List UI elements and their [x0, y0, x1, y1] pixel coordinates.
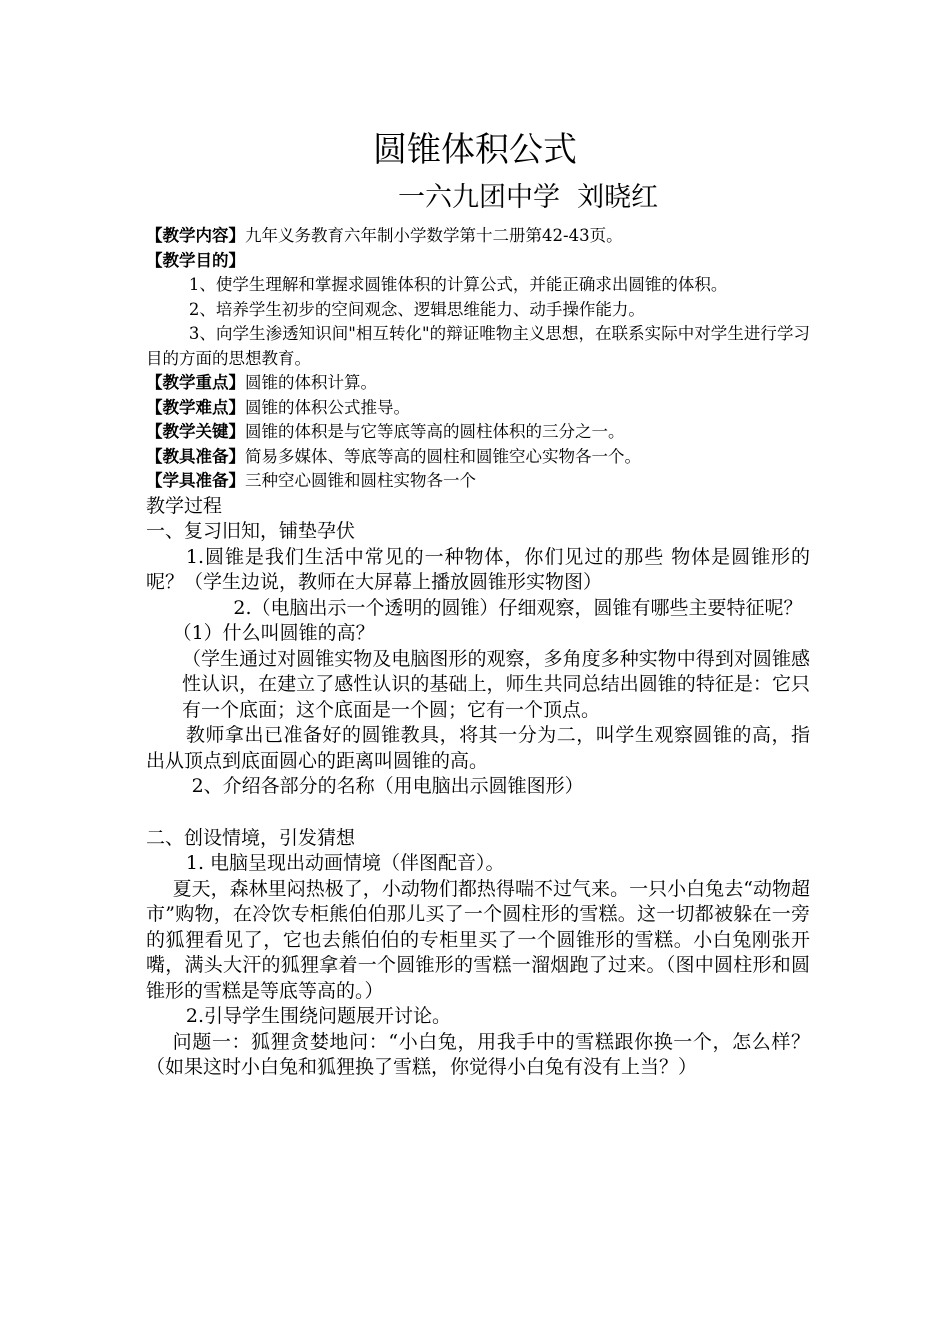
- teaching-aids: [146, 445, 810, 470]
- section-text: 圆锥的体积是与它等底等高的圆柱体积的三分之一。: [245, 422, 625, 441]
- section-2-heading: 二、创设情境，引发猜想: [146, 826, 356, 849]
- section-label: 【学具准备】: [146, 471, 245, 490]
- section-label: 【教学关键】: [146, 422, 245, 441]
- section-1-heading: 一、复习旧知，铺垫孕伏: [146, 520, 356, 542]
- section-label: 【教具准备】: [146, 446, 245, 466]
- process-paragraph: （1）什么叫圆锥的高？: [172, 622, 375, 644]
- process-paragraph: （学生通过对圆锥实物及电脑图形的观察，多角度多种实物中得到对圆锥感性认识，在建立了感性认识的基础上，师生共同总结出圆锥的特征是：它只有一个底面；这个底面是一个圆；它有一个顶点。: [182, 647, 810, 721]
- section-text: 三种空心圆锥和圆柱实物各一个: [245, 471, 476, 490]
- author-line: 一六九团中学 刘晓红: [398, 182, 659, 213]
- process-paragraph: 问题一：狐狸贪婪地问：“小白兔，用我手中的雪糕跟你换一个，怎么样？（如果这时小白兔和狐狸换了雪糕，你觉得小白兔有没有上当？）: [146, 1030, 810, 1078]
- section-text: 圆锥的体积公式推导。: [245, 397, 410, 417]
- process-paragraph: 2、介绍各部分的名称（用电脑出示圆锥图形）: [191, 775, 584, 797]
- section-label: 【教学重点】: [146, 373, 245, 392]
- process-paragraph: 1. 电脑呈现出动画情境（伴图配音）。: [185, 852, 505, 874]
- objective-3: 3、向学生渗透知识间"相互转化"的辩证唯物主义思想，在联系实际中对学生进行学习目的方面的思想教育。: [146, 324, 810, 368]
- teaching-difficulty: [146, 396, 810, 421]
- document-title: 圆锥体积公式: [373, 130, 577, 170]
- teaching-key: [146, 420, 810, 445]
- teaching-objectives-label: [146, 249, 810, 274]
- process-paragraph: 教师拿出已准备好的圆锥教具，将其一分为二，叫学生观察圆锥的高，指出从顶点到底面圆心的距离叫圆锥的高。: [146, 724, 810, 772]
- document-body: [146, 224, 810, 1081]
- section-text: 圆锥的体积计算。: [245, 373, 377, 392]
- teaching-content: [146, 224, 810, 249]
- student-aids: [146, 469, 810, 494]
- teaching-focus: [146, 371, 810, 396]
- process-paragraph: 1.圆锥是我们生活中常见的一种物体，你们见过的那些 物体是圆锥形的呢？（学生边说，教师在大屏幕上播放圆锥形实物图）: [146, 545, 810, 593]
- section-text: 简易多媒体、等底等高的圆柱和圆锥空心实物各一个。: [245, 446, 641, 466]
- section-label: 【教学目的】: [146, 250, 245, 270]
- objective-1: 1、使学生理解和掌握求圆锥体积的计算公式，并能正确求出圆锥的体积。: [188, 275, 728, 294]
- section-text: 九年义务教育六年制小学数学第十二册第42-43页。: [245, 226, 623, 245]
- section-label: 【教学内容】: [146, 226, 245, 245]
- process-paragraph: 夏天，森林里闷热极了，小动物们都热得喘不过气来。一只小白兔去“动物超市”购物，在冷饮专柜熊伯伯那儿买了一个圆柱形的雪糕。这一切都被躲在一旁的狐狸看见了，它也去熊伯伯的专柜里买了一个圆锥形的雪糕。小白兔刚张开嘴，满头大汗的狐狸拿着一个圆锥形的雪糕一溜烟跑了过来。（图中圆柱形和圆锥形的雪糕是等底等高的。）: [146, 877, 810, 1002]
- process-paragraph: 2.引导学生围绕问题展开讨论。: [185, 1005, 452, 1027]
- objective-2: 2、培养学生初步的空间观念、逻辑思维能力、动手操作能力。: [188, 299, 645, 319]
- process-paragraph: 2.（电脑出示一个透明的圆锥）仔细观察，圆锥有哪些主要特征呢？: [233, 596, 803, 619]
- process-heading: 教学过程: [146, 494, 223, 517]
- section-label: 【教学难点】: [146, 397, 245, 417]
- blank-line: [146, 800, 810, 826]
